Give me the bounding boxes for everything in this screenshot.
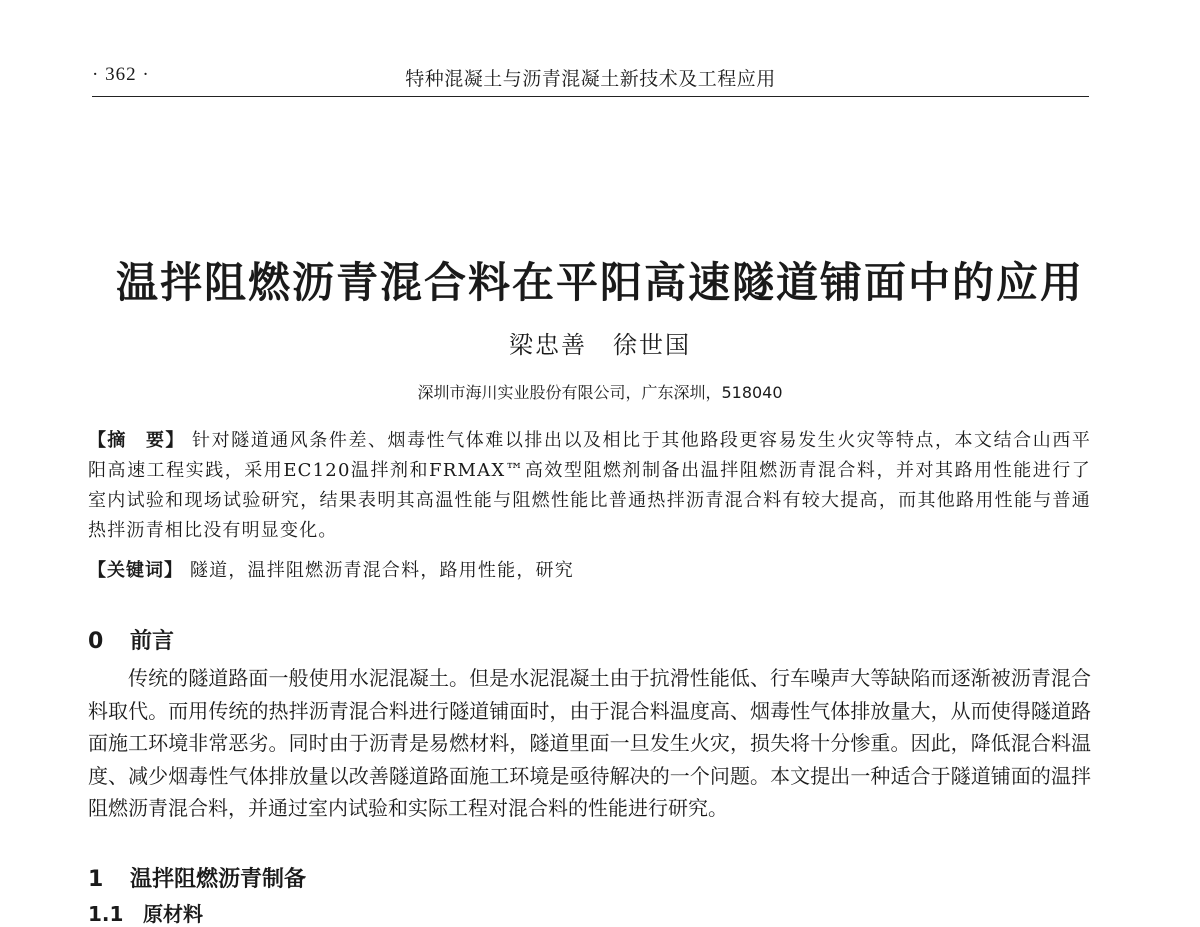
affiliation: 深圳市海川实业股份有限公司，广东深圳，518040 [417,383,783,402]
paper-title: 温拌阻燃沥青混合料在平阳高速隧道铺面中的应用 [115,258,1084,307]
subsection-number: 1.1 [88,902,124,926]
section-title: 温拌阻燃沥青制备 [130,867,307,892]
section-number: 1 [88,867,104,892]
abstract [88,426,1091,546]
subsection-heading-materials [88,898,203,927]
subsection-title: 原材料 [143,902,203,926]
section-heading-preparation [88,862,306,893]
section-number: 0 [88,629,104,654]
abstract-text: 针对隧道通风条件差、烟毒性气体难以排出以及相比于其他路段更容易发生火灾等特点，本文结合山西平阳高速工程实践，采用EC120温拌剂和FRMAX™高效型阻燃剂制备出温拌阻燃沥青混合料，并对其路用性能进行了室内试验和现场试验研究，结果表明其高温性能与阻燃性能比普通热拌沥青混合料有较大提高，而其他路用性能与普通热拌沥青相比没有明显变化。 [88,430,1092,541]
book-title: 特种混凝土与沥青混凝土新技术及工程应用 [405,68,776,90]
keywords [88,556,1091,586]
keywords-label: 【关键词】 [88,560,183,581]
abstract-label: 【摘 要】 [88,430,185,451]
section-title: 前言 [130,629,175,654]
authors: 梁忠善 徐世国 [509,331,691,359]
section-heading-intro [88,624,174,655]
keywords-text: 隧道，温拌阻燃沥青混合料，路用性能，研究 [189,560,574,581]
page-number: · 362 · [92,64,150,85]
running-header [92,62,1089,97]
intro-paragraph: 传统的隧道路面一般使用水泥混凝土。但是水泥混凝土由于抗滑性能低、行车噪声大等缺陷而逐渐被沥青混合料取代。而用传统的热拌沥青混合料进行隧道铺面时，由于混合料温度高、烟毒性气体排放量大，从而使得隧道路面施工环境非常恶劣。同时由于沥青是易燃材料，隧道里面一旦发生火灾，损失将十分惨重。因此，降低混合料温度、减少烟毒性气体排放量以改善隧道路面施工环境是亟待解决的一个问题。本文提出一种适合于隧道铺面的温拌阻燃沥青混合料，并通过室内试验和实际工程对混合料的性能进行研究。 [88,666,1091,820]
